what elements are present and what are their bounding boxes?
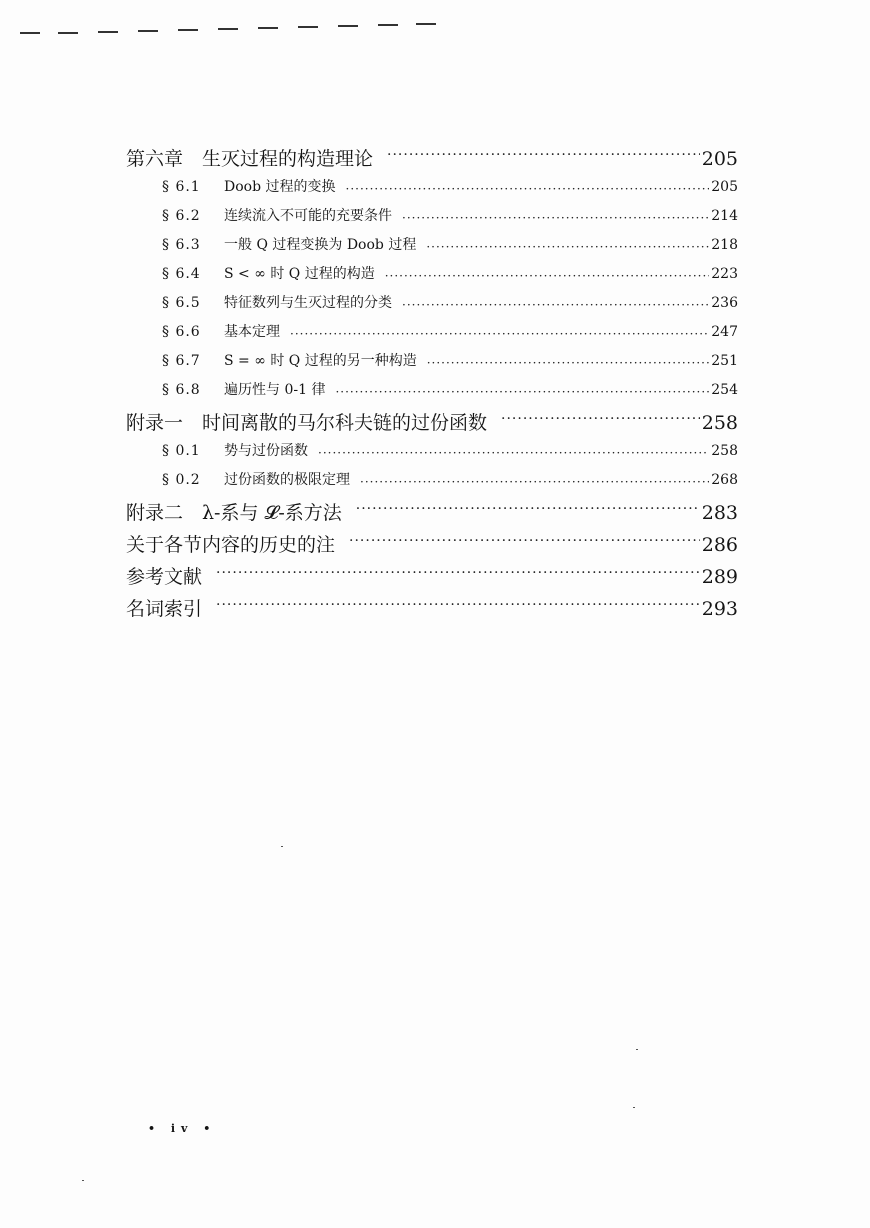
toc-entry-section-6-8[interactable] xyxy=(126,379,738,408)
toc-entry-page: 236 xyxy=(711,295,738,311)
header-dash-rule xyxy=(20,16,440,38)
toc-entry-title: 参考文献 xyxy=(126,566,203,588)
toc-entry-section-6-3[interactable] xyxy=(126,234,738,263)
toc-entry-section-6-7[interactable] xyxy=(126,350,738,379)
toc-entry-title: 遍历性与 0-1 律 xyxy=(224,382,326,398)
dot-leader xyxy=(501,415,700,434)
toc-entry-title: 附录一 时间离散的马尔科夫链的过份函数 xyxy=(126,412,488,434)
dot-leader xyxy=(346,184,710,198)
scan-speck xyxy=(633,1107,635,1108)
toc-section-number: § 6.3 xyxy=(162,237,201,253)
dot-leader xyxy=(427,358,710,372)
toc-entry-page: 214 xyxy=(711,208,738,224)
toc-entry-title: Doob 过程的变换 xyxy=(224,179,336,195)
toc-entry-appendix-1[interactable] xyxy=(126,408,738,440)
toc-entry-section-0-1[interactable] xyxy=(126,440,738,469)
toc-entry-section-6-6[interactable] xyxy=(126,321,738,350)
toc-entry-section-6-1[interactable] xyxy=(126,176,738,205)
toc-entry-title: 第六章 生灭过程的构造理论 xyxy=(126,148,374,170)
toc-entry-page: 289 xyxy=(701,566,738,588)
dot-leader xyxy=(360,477,709,491)
toc-entry-title: 附录二 λ-系与 𝓛-系方法 xyxy=(126,502,342,524)
toc-section-number: § 6.5 xyxy=(162,295,201,311)
toc-entry-title: 连续流入不可能的充要条件 xyxy=(224,208,392,224)
toc-entry-page: 205 xyxy=(701,148,738,170)
toc-entry-page: 218 xyxy=(711,237,738,253)
toc-entry-page: 293 xyxy=(701,598,738,620)
dot-leader xyxy=(349,537,700,556)
toc-section-number: § 0.2 xyxy=(162,472,201,488)
toc-entry-page: 258 xyxy=(711,443,738,459)
table-of-contents xyxy=(126,144,738,626)
dot-leader xyxy=(387,151,700,170)
toc-entry-section-6-2[interactable] xyxy=(126,205,738,234)
toc-entry-references[interactable] xyxy=(126,562,738,594)
dot-leader xyxy=(385,271,710,285)
toc-entry-page: 251 xyxy=(711,353,738,369)
toc-entry-page: 254 xyxy=(711,382,738,398)
dot-leader xyxy=(356,505,700,524)
toc-entry-page: 268 xyxy=(711,472,738,488)
dot-leader xyxy=(402,300,709,314)
dot-leader xyxy=(216,569,700,588)
toc-entry-chapter-6[interactable] xyxy=(126,144,738,176)
toc-section-number: § 6.2 xyxy=(162,208,201,224)
toc-entry-section-6-5[interactable] xyxy=(126,292,738,321)
toc-entry-title: S < ∞ 时 Q 过程的构造 xyxy=(224,266,375,282)
dot-leader xyxy=(290,329,709,343)
toc-section-number: § 6.6 xyxy=(162,324,201,340)
toc-entry-history-notes[interactable] xyxy=(126,530,738,562)
toc-entry-title: 基本定理 xyxy=(224,324,280,340)
toc-entry-page: 223 xyxy=(711,266,738,282)
toc-entry-title: 过份函数的极限定理 xyxy=(224,472,350,488)
dot-leader xyxy=(402,213,709,227)
dot-leader xyxy=(335,387,709,401)
toc-section-number: § 6.4 xyxy=(162,266,201,282)
toc-entry-section-6-4[interactable] xyxy=(126,263,738,292)
scan-speck xyxy=(281,846,283,847)
dot-leader xyxy=(216,601,700,620)
dot-leader xyxy=(426,242,709,256)
toc-entry-page: 258 xyxy=(701,412,738,434)
toc-entry-section-0-2[interactable] xyxy=(126,469,738,498)
toc-entry-page: 247 xyxy=(711,324,738,340)
toc-entry-title: 名词索引 xyxy=(126,598,203,620)
toc-entry-title: 势与过份函数 xyxy=(224,443,308,459)
toc-entry-title: 特征数列与生灭过程的分类 xyxy=(224,295,392,311)
dot-leader xyxy=(318,448,709,462)
scan-speck xyxy=(82,1180,84,1181)
toc-entry-page: 205 xyxy=(711,179,738,195)
toc-entry-title: 关于各节内容的历史的注 xyxy=(126,534,336,556)
toc-entry-appendix-2[interactable] xyxy=(126,498,738,530)
toc-entry-page: 283 xyxy=(701,502,738,524)
scan-speck xyxy=(636,1049,638,1050)
toc-entry-index[interactable] xyxy=(126,594,738,626)
toc-entry-title: S = ∞ 时 Q 过程的另一种构造 xyxy=(224,353,417,369)
toc-section-number: § 6.7 xyxy=(162,353,201,369)
toc-section-number: § 6.8 xyxy=(162,382,201,398)
toc-section-number: § 0.1 xyxy=(162,443,201,459)
toc-entry-title: 一般 Q 过程变换为 Doob 过程 xyxy=(224,237,417,253)
page-number-footer: • iv • xyxy=(148,1122,217,1135)
toc-section-number: § 6.1 xyxy=(162,179,201,195)
toc-entry-page: 286 xyxy=(701,534,738,556)
